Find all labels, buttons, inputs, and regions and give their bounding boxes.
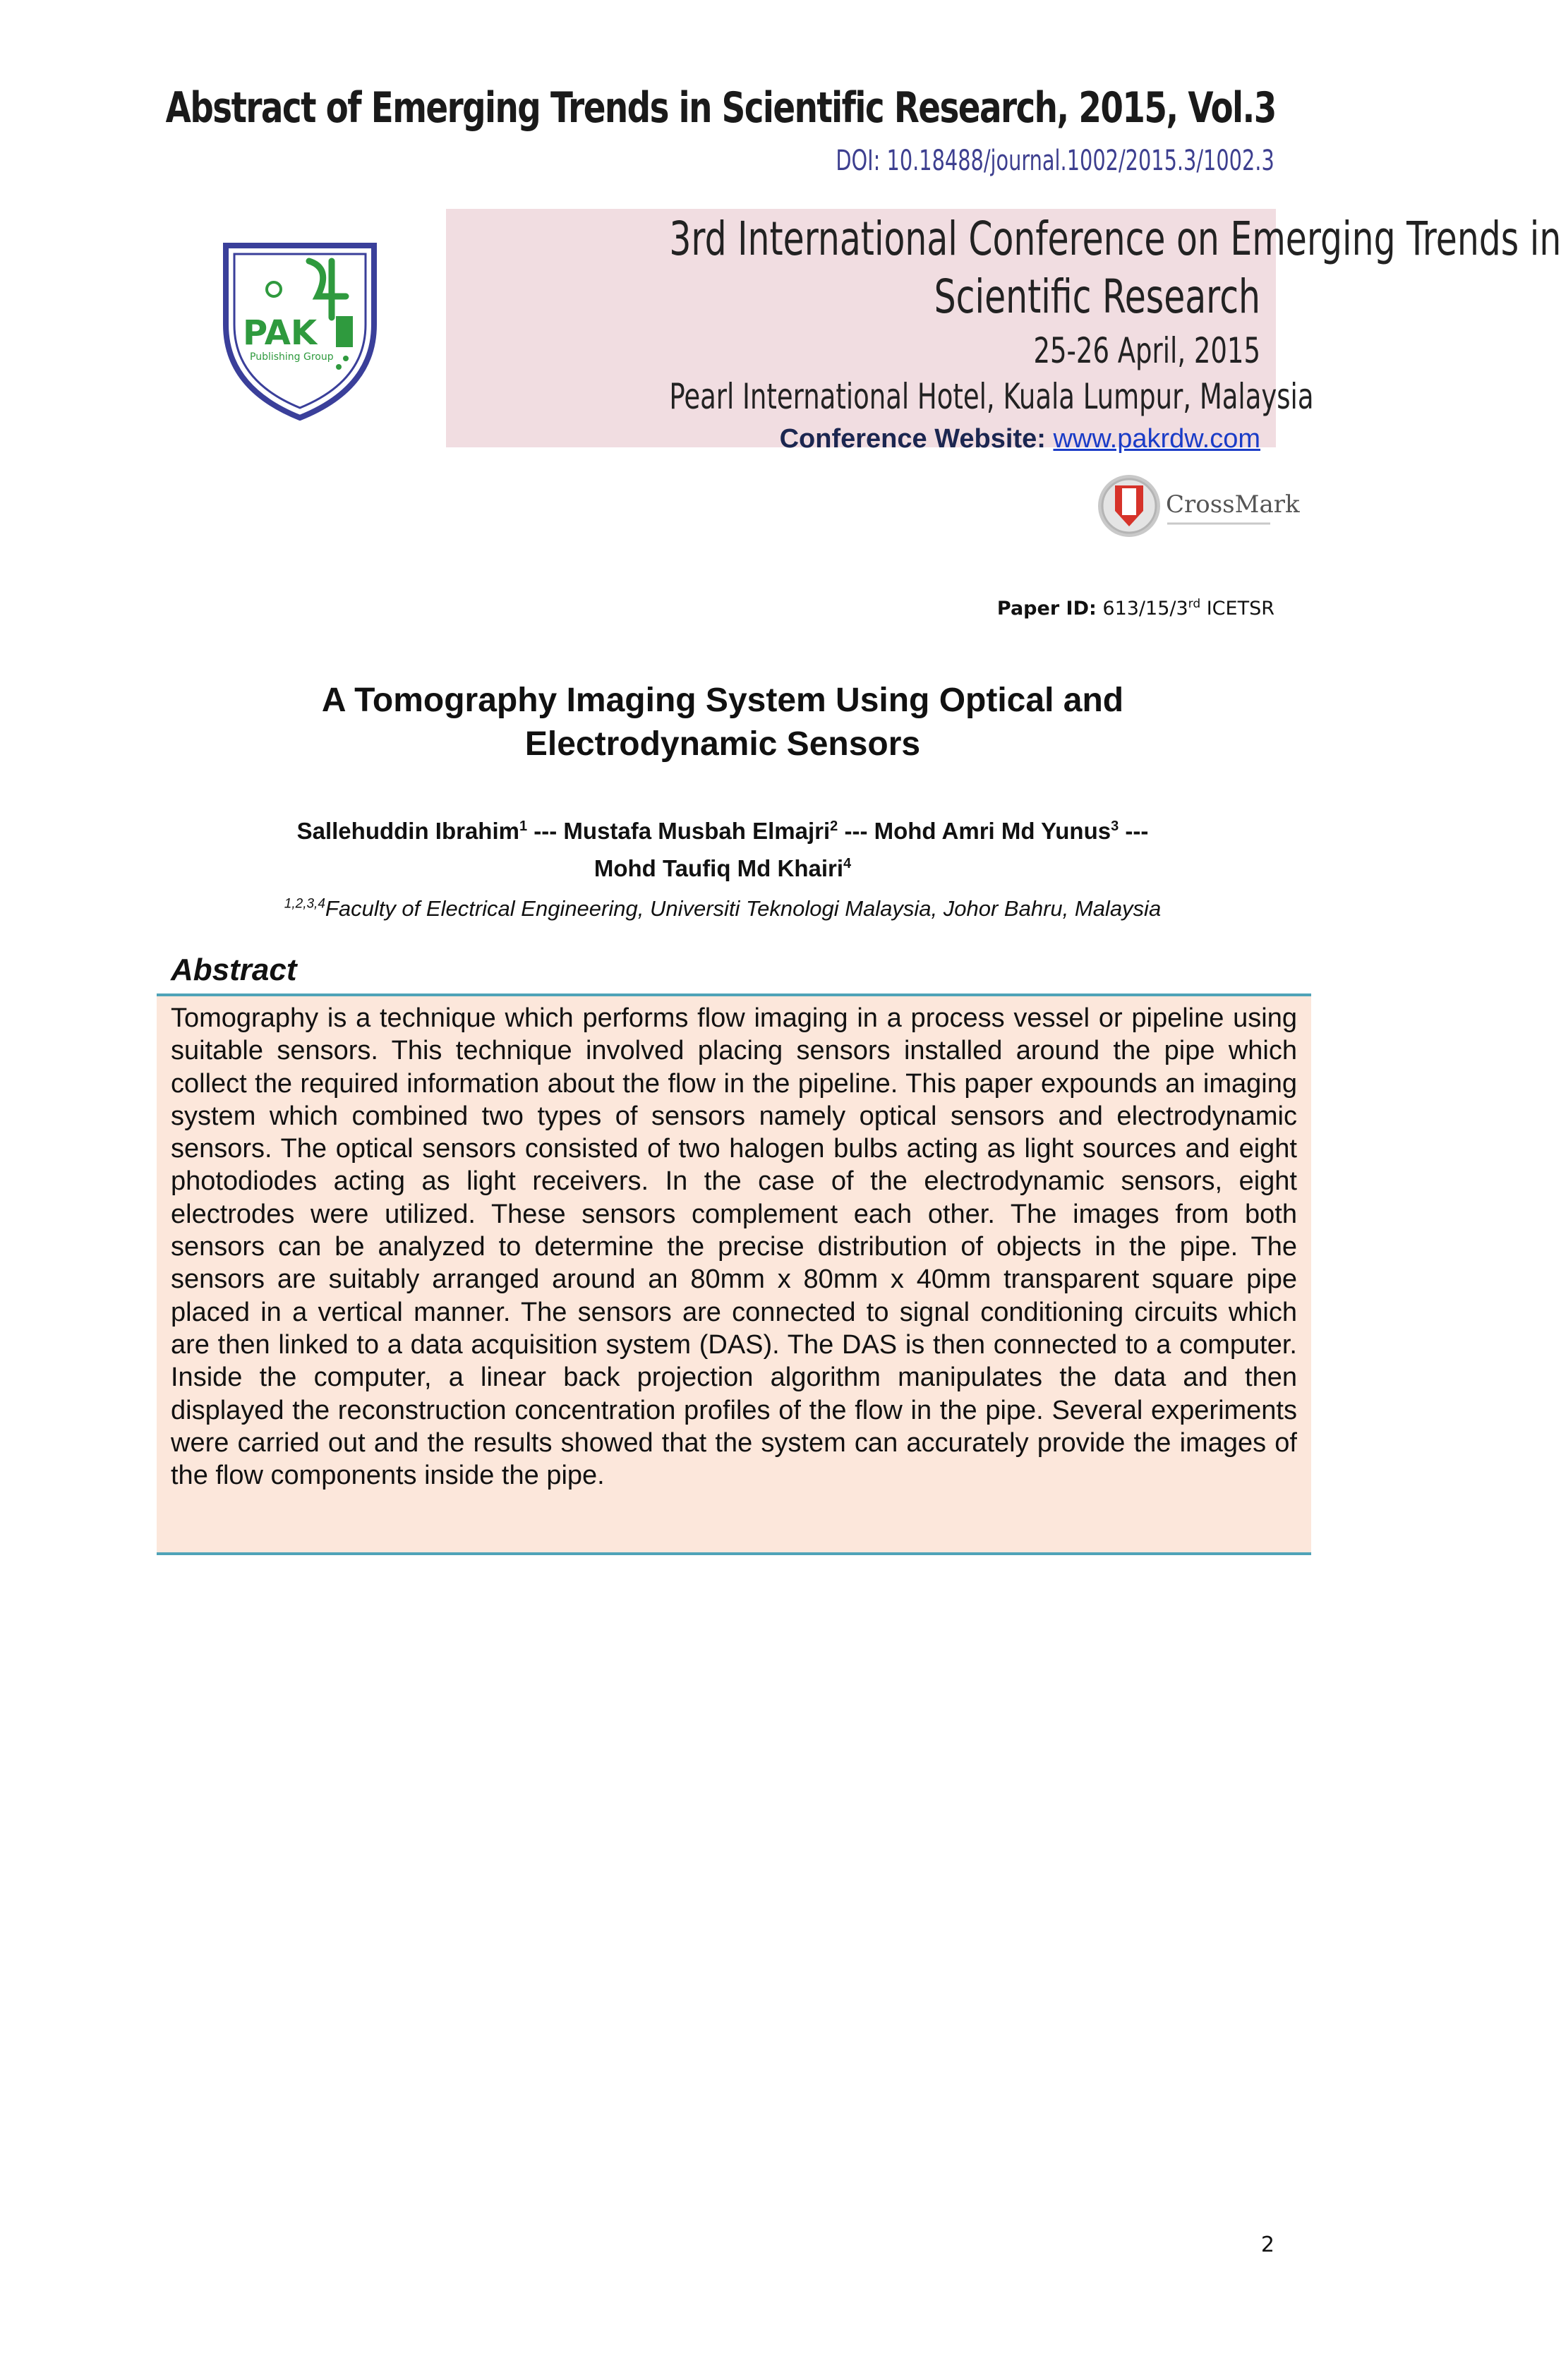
- logo-subtext: Publishing Group: [250, 351, 334, 363]
- abstract-box: [157, 993, 1311, 1555]
- doi-text: DOI: 10.18488/journal.1002/2015.3/1002.3: [836, 145, 1274, 177]
- author-name: Mustafa Musbah Elmajri: [563, 818, 831, 844]
- logo-text: PAK: [243, 313, 318, 353]
- publisher-logo: [219, 240, 381, 423]
- conference-website-label: Conference Website:: [779, 424, 1054, 454]
- author-separator: ---: [1119, 818, 1149, 844]
- paper-title: [169, 679, 1276, 766]
- journal-title: Abstract of Emerging Trends in Scientific Research, 2015, Vol.3: [165, 83, 1276, 133]
- shield-logo-icon: [219, 240, 381, 423]
- paper-id: [997, 597, 1274, 620]
- author-name: Mohd Amri Md Yunus: [874, 818, 1111, 844]
- paper-id-suffix: ICETSR: [1200, 598, 1274, 620]
- conference-banner: [446, 209, 1561, 454]
- abstract-body: Tomography is a technique which performs flow imaging in a process vessel or pipeline using suitable sensors. This technique involved placing sensors installed around the pipe which collect the required information about the flow in the pipeline. This paper expounds an imaging system which combined two types of sensors namely optical sensors and electrodynamic sensors. The optical sensors consisted of two halogen bulbs acting as light sources and eight photodiodes acting as light receivers. In the case of the electrodynamic sensors, eight electrodes were utilized. These sensors complement each other. The images from both sensors can be analyzed to determine the precise distribution of objects in the pipe. The sensors are suitably arranged around an 80mm x 80mm x 40mm transparent square pipe placed in a vertical manner. The sensors are connected to signal conditioning circuits which are then linked to a data acquisition system (DAS). The DAS is then connected to a computer. Inside the computer, a linear back projection algorithm manipulates the data and then displayed the reconstruction concentration profiles of the flow in the pipe. Several experiments were carried out and the results showed that the system can accurately provide the images of the flow components inside the pipe.: [171, 1003, 1297, 1491]
- author-sup: 4: [843, 856, 852, 871]
- abstract-heading: Abstract: [171, 953, 297, 987]
- paper-title-line2: Electrodynamic Sensors: [524, 725, 921, 763]
- author-separator: ---: [527, 818, 564, 844]
- conference-website-link[interactable]: www.pakrdw.com: [1053, 424, 1260, 454]
- author-name: Sallehuddin Ibrahim: [296, 818, 519, 844]
- crossmark-badge[interactable]: [1094, 470, 1300, 542]
- page-number: 2: [1260, 2233, 1274, 2257]
- conference-website: [462, 421, 1260, 457]
- author-sup: 3: [1111, 818, 1119, 834]
- affiliation-text: Faculty of Electrical Engineering, Universiti Teknologi Malaysia, Johor Bahru, Malaysia: [325, 896, 1162, 921]
- paper-title-line1: A Tomography Imaging System Using Optical and: [321, 682, 1124, 719]
- crossmark-icon: [1094, 470, 1300, 542]
- affiliation-sup: 1,2,3,4: [284, 896, 325, 912]
- author-sup: 2: [830, 818, 838, 834]
- conference-dates: 25-26 April, 2015: [1033, 330, 1260, 371]
- conference-name-line2: Scientific Research: [934, 270, 1260, 324]
- author-separator: ---: [838, 818, 874, 844]
- authors: [169, 810, 1276, 885]
- crossmark-label: CrossMark: [1166, 490, 1300, 519]
- paper-id-label: Paper ID:: [996, 598, 1097, 620]
- conference-name-line1: 3rd International Conference on Emerging Trends in: [669, 212, 1561, 266]
- paper-id-value: 613/15/3: [1102, 598, 1188, 620]
- affiliation: [169, 896, 1276, 922]
- author-sup: 1: [519, 818, 528, 834]
- author-name: Mohd Taufiq Md Khairi: [593, 855, 844, 881]
- paper-id-sup: rd: [1188, 597, 1201, 611]
- conference-venue: Pearl International Hotel, Kuala Lumpur, Malaysia: [669, 376, 1314, 417]
